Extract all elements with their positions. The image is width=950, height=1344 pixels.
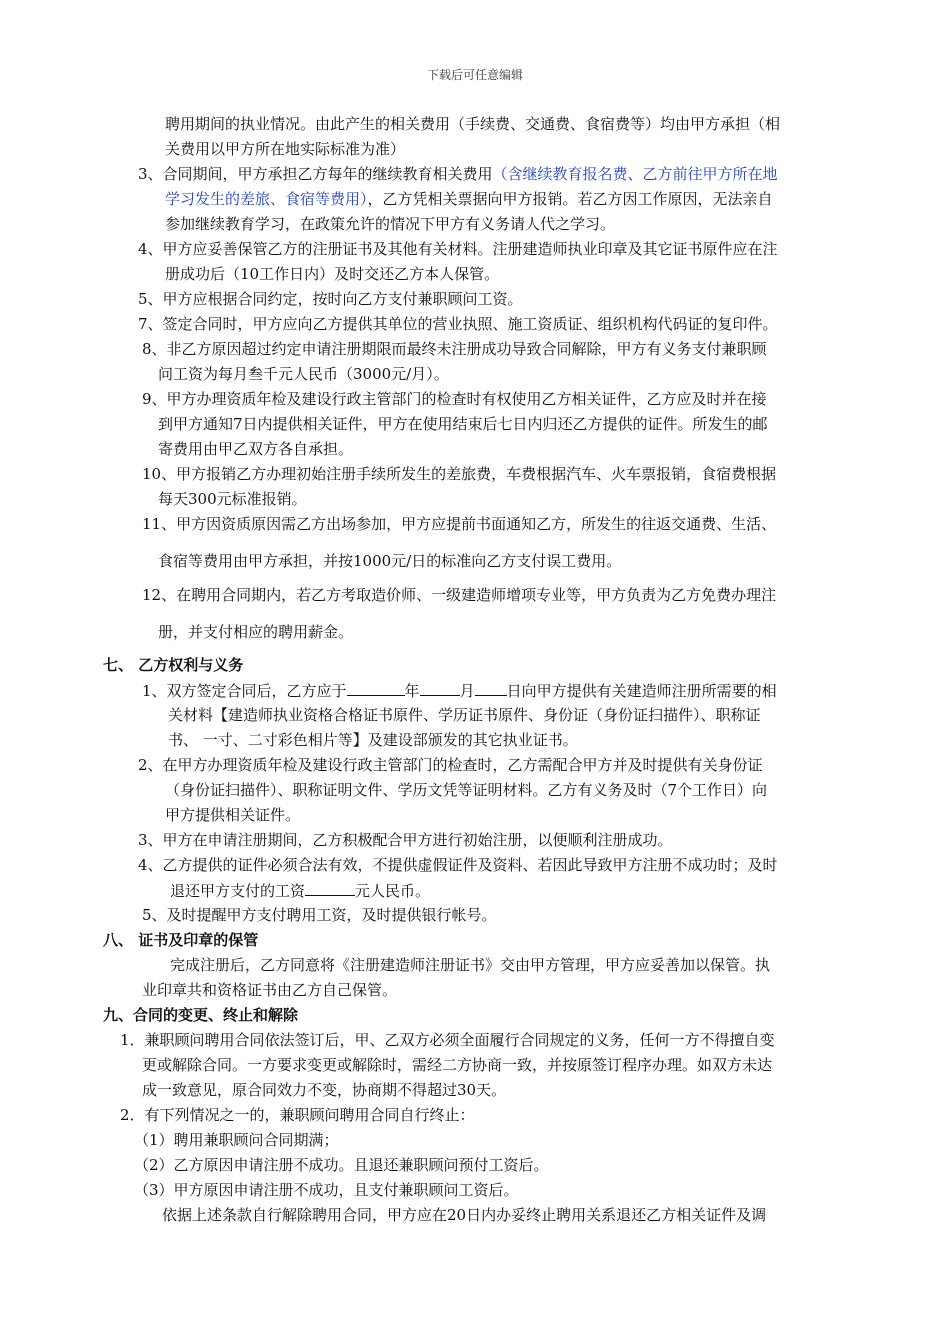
- page-header: 下载后可任意编辑: [426, 68, 523, 82]
- clause6-item3-text-cont: ，乙方凭相关票据向甲方报销。若乙方因工作原因，无法亲自: [367, 190, 773, 208]
- clause9-item1-line1: 1．兼职顾问聘用合同依法签订后，甲、乙双方必须全面履行合同规定的义务，任何一方不得擅自变: [120, 1031, 775, 1049]
- clause7-item1-line2: 关材料【建造师执业资格合格证书原件、学历证书原件、身份证（身份证扫描件）、职称证: [168, 706, 761, 724]
- clause9-item2: 2．有下列情况之一的，兼职顾问聘用合同自行终止：: [120, 1106, 475, 1124]
- clause6-item7: 7、签定合同时，甲方应向乙方提供其单位的营业执照、施工资质证、组织机构代码证的复印件。: [138, 315, 778, 333]
- clause7-item2-line1: 2、在甲方办理资质年检及建设行政主管部门的检查时，乙方需配合甲方并及时提供有关身份证: [138, 756, 763, 774]
- clause8-line2: 业印章共和资格证书由乙方自己保管。: [142, 981, 398, 999]
- clause6-item3-text: 3、合同期间，甲方承担乙方每年的继续教育相关费用: [138, 165, 493, 183]
- clause8-heading: 八、 证书及印章的保管: [103, 931, 259, 949]
- clause9-subitem1: （1）聘用兼职顾问合同期满；: [134, 1131, 339, 1149]
- clause7-item1-line1: [142, 678, 777, 704]
- clause6-item8-line2: 问工资为每月叁千元人民币（3000元/月）。: [158, 365, 449, 383]
- clause6-item3-line2: [165, 187, 773, 212]
- clause6-item10-line1: 10、甲方报销乙方办理初始注册手续所发生的差旅费，车费根据汽车、火车票报销，食宿费根据: [142, 465, 777, 483]
- clause7-item5: 5、及时提醒甲方支付聘用工资，及时提供银行帐号。: [142, 906, 497, 924]
- day-blank: [475, 678, 507, 696]
- clause7-item4-unit: 元人民币。: [355, 882, 431, 900]
- clause7-item1-text-cont: 日向甲方提供有关建造师注册所需要的相: [506, 682, 777, 700]
- year-blank: [347, 678, 405, 696]
- clause6-item3-line3: 参加继续教育学习，在政策允许的情况下甲方有义务请人代之学习。: [165, 215, 616, 233]
- clause7-item1-line3: 书、 一寸、二寸彩色相片等】及建设部颁发的其它执业证书。: [168, 731, 578, 749]
- clause7-item4-line1: 4、乙方提供的证件必须合法有效，不提供虚假证件及资料、若因此导致甲方注册不成功时；及时: [138, 856, 778, 874]
- clause7-item4-text: 退还甲方支付的工资: [170, 882, 306, 900]
- clause6-item5: 5、甲方应根据合同约定，按时向乙方支付兼职顾问工资。: [138, 290, 523, 308]
- clause9-item1-line2: 更或解除合同。一方要求变更或解除时，需经二方协商一致，并按原签订程序办理。如双方未达: [142, 1056, 773, 1074]
- clause6-item3-highlight: （含继续教育报名费、乙方前往甲方所在地: [492, 165, 778, 183]
- month-label: 月: [459, 682, 475, 700]
- clause6-item4-line1: 4、甲方应妥善保管乙方的注册证书及其他有关材料。注册建造师执业印章及其它证书原件应在注: [138, 240, 778, 258]
- clause6-item8-line1: 8、非乙方原因超过约定申请注册期限而最终未注册成功导致合同解除，甲方有义务支付兼职顾: [142, 340, 767, 358]
- clause6-item3-line1: [138, 162, 778, 187]
- clause6-item9-line2: 到甲方通知7日内提供相关证件，甲方在使用结束后七日内归还乙方提供的证件。所发生的邮: [158, 415, 768, 433]
- clause6-item11-line2: 食宿等费用由甲方承担，并按1000元/日的标准向乙方支付误工费用。: [158, 552, 622, 570]
- clause6-item12-line1: 12、在聘用合同期内，若乙方考取造价师、一级建造师增项专业等，甲方负责为乙方免费办理注: [142, 586, 777, 604]
- clause6-item11-line1: 11、甲方因资质原因需乙方出场参加，甲方应提前书面通知乙方，所发生的往返交通费、生活、: [142, 515, 777, 533]
- month-blank: [420, 678, 460, 696]
- clause6-item4-line2: 册成功后（10工作日内）及时交还乙方本人保管。: [165, 265, 500, 283]
- clause6-item12-line2: 册，并支付相应的聘用薪金。: [158, 623, 354, 641]
- clause7-item2-line2: （身份证扫描件）、职称证明文件、学历文凭等证明材料。乙方有义务及时（7个工作日）向: [165, 781, 768, 799]
- clause6-continuation-line1: 聘用期间的执业情况。由此产生的相关费用（手续费、交通费、食宿费等）均由甲方承担（相: [165, 115, 781, 133]
- clause7-item3: 3、甲方在申请注册期间，乙方积极配合甲方进行初始注册，以便顺利注册成功。: [138, 831, 673, 849]
- clause9-item1-line3: 成一致意见，原合同效力不变，协商期不得超过30天。: [142, 1081, 507, 1099]
- clause6-item3-highlight-cont: 学习发生的差旅、食宿等费用）: [165, 190, 368, 208]
- clause9-subitem2: （2）乙方原因申请注册不成功。且退还兼职顾问预付工资后。: [134, 1156, 549, 1174]
- clause9-heading: 九、合同的变更、终止和解除: [103, 1006, 299, 1024]
- clause7-item2-line3: 甲方提供相关证件。: [165, 806, 301, 824]
- wage-blank: [305, 878, 355, 896]
- clause9-subitem3: （3）甲方原因申请注册不成功，且支付兼职顾问工资后。: [134, 1181, 519, 1199]
- clause9-final-paragraph: 依据上述条款自行解除聘用合同，甲方应在20日内办妥终止聘用关系退还乙方相关证件及调: [162, 1206, 767, 1224]
- clause6-item9-line1: 9、甲方办理资质年检及建设行政主管部门的检查时有权使用乙方相关证件，乙方应及时并在接: [142, 390, 767, 408]
- clause7-heading: 七、 乙方权利与义务: [103, 656, 244, 674]
- clause7-item1-text: 1、双方签定合同后，乙方应于: [142, 682, 347, 700]
- clause6-continuation-line2: 关费用以甲方所在地实际标准为准）: [165, 140, 406, 158]
- clause6-item9-line3: 寄费用由甲乙双方各自承担。: [158, 440, 354, 458]
- year-label: 年: [404, 682, 420, 700]
- clause8-line1: 完成注册后，乙方同意将《注册建造师注册证书》交由甲方管理，甲方应妥善加以保管。执: [170, 956, 771, 974]
- clause6-item10-line2: 每天300元标准报销。: [158, 490, 307, 508]
- clause7-item4-line2: [170, 878, 430, 904]
